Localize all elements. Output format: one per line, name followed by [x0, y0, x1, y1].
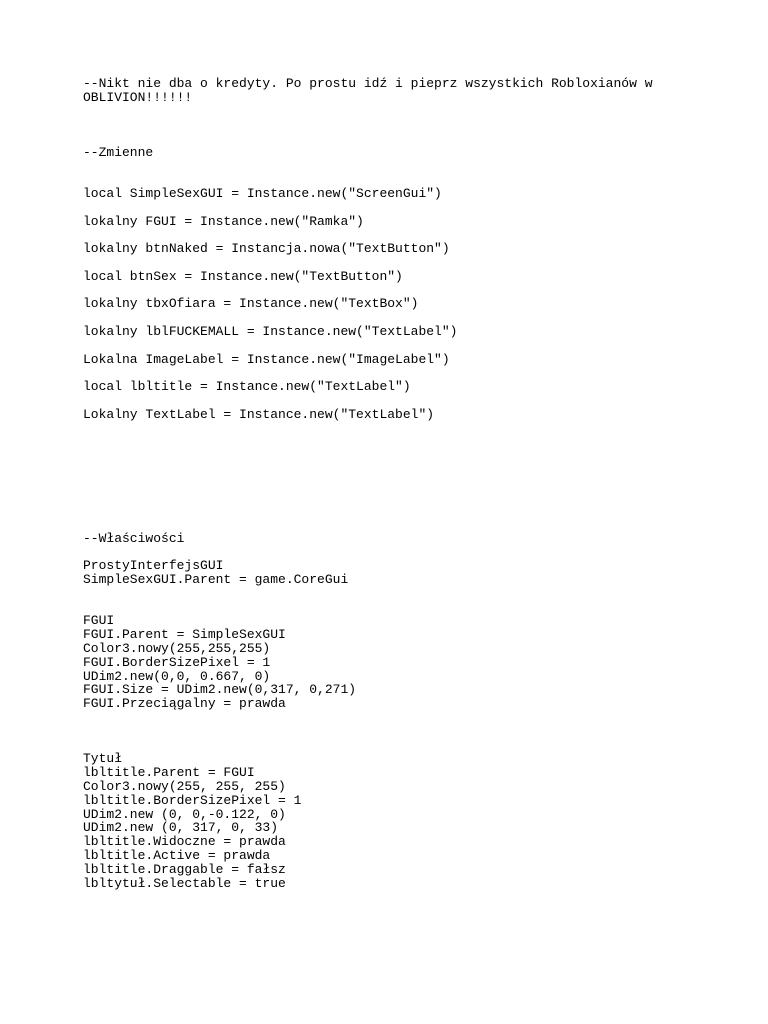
code-line: local btnSex = Instance.new("TextButton") [83, 269, 403, 284]
code-line: Color3.nowy(255, 255, 255) [83, 779, 286, 794]
comment-variables-heading: --Zmienne [83, 145, 154, 160]
code-line: Tytuł [83, 751, 123, 766]
code-line: FGUI.Parent = SimpleSexGUI [83, 627, 286, 642]
code-line: local lbltitle = Instance.new("TextLabel") [83, 379, 411, 394]
code-line: FGUI.Przeciągalny = prawda [83, 696, 286, 711]
code-line: FGUI.BorderSizePixel = 1 [83, 655, 271, 670]
code-line: ProstyInterfejsGUI [83, 558, 224, 573]
code-line: lokalny lblFUCKEMALL = Instance.new("TextLabel") [83, 324, 458, 339]
code-line: lokalny btnNaked = Instancja.nowa("TextButton") [83, 241, 450, 256]
code-line: FGUI [83, 613, 115, 628]
code-line: lbltytuł.Selectable = true [83, 876, 286, 891]
comment-properties-heading: --Właściwości [83, 531, 185, 546]
comment-credits-line-1: --Nikt nie dba o kredyty. Po prostu idź i pieprz wszystkich Robloxianów w [83, 76, 653, 91]
code-line: Color3.nowy(255,255,255) [83, 641, 271, 656]
code-line: FGUI.Size = UDim2.new(0,317, 0,271) [83, 682, 357, 697]
code-line: lbltitle.Draggable = fałsz [83, 862, 286, 877]
code-line: lbltitle.Widoczne = prawda [83, 834, 286, 849]
code-line: lbltitle.Active = prawda [83, 848, 271, 863]
code-line: SimpleSexGUI.Parent = game.CoreGui [83, 572, 349, 587]
code-line: UDim2.new (0, 0,-0.122, 0) [83, 807, 286, 822]
code-line: Lokalna ImageLabel = Instance.new("ImageLabel") [83, 352, 450, 367]
code-line: Lokalny TextLabel = Instance.new("TextLabel") [83, 407, 435, 422]
comment-credits-line-2: OBLIVION!!!!!! [83, 90, 193, 105]
code-line: lbltitle.BorderSizePixel = 1 [83, 793, 302, 808]
code-line: UDim2.new (0, 317, 0, 33) [83, 820, 279, 835]
code-line: lbltitle.Parent = FGUI [83, 765, 255, 780]
code-line: UDim2.new(0,0, 0.667, 0) [83, 669, 271, 684]
code-line: local SimpleSexGUI = Instance.new("ScreenGui") [83, 186, 442, 201]
code-line: lokalny FGUI = Instance.new("Ramka") [83, 214, 364, 229]
code-line: lokalny tbxOfiara = Instance.new("TextBox") [83, 296, 419, 311]
